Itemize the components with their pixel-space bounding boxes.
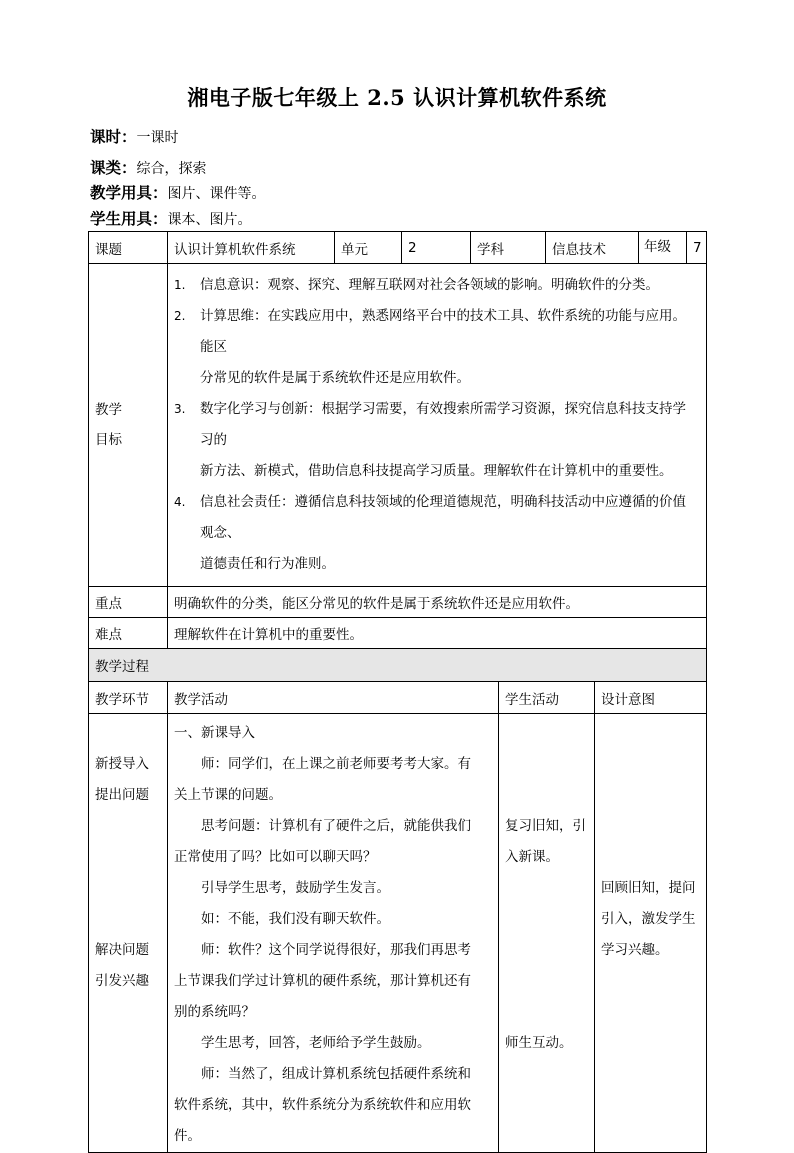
activity-line: 关上节课的问题。 [174, 787, 282, 803]
activity-line: 正常使用了吗？比如可以聊天吗？ [174, 849, 377, 865]
header-intent: 设计意图 [595, 682, 707, 714]
goal-text: 数字化学习与创新：根据学习需要，有效搜索所需学习资源，探究信息科技支持学习的 [200, 401, 686, 448]
header-activity: 教学活动 [168, 682, 499, 714]
difficulty-row [89, 618, 707, 649]
difficulty-value: 理解软件在计算机中的重要性。 [168, 618, 707, 649]
intent-line [601, 780, 706, 811]
activity-line: 师：软件？这个同学说得很好，那我们再思考 [201, 942, 471, 958]
activity-line: 如：不能，我们没有聊天软件。 [201, 911, 390, 927]
activity-line: 学生思考，回答，老师给予学生鼓励。 [201, 1035, 431, 1051]
topic-label: 课题 [89, 232, 168, 264]
meta-teacher-tools-value: 图片、课件等。 [167, 186, 266, 202]
stage-line [95, 718, 167, 749]
stage-line: 引发兴趣 [95, 973, 149, 989]
goal-text-continued: 新方法、新模式，借助信息科技提高学习质量。理解软件在计算机中的重要性。 [200, 463, 673, 479]
activity-line: 引导学生思考，鼓励学生发言。 [201, 880, 390, 896]
student-line [505, 966, 594, 997]
meta-student-tools [90, 207, 252, 229]
goal-number: 3. [174, 402, 186, 416]
activity-line: 一、新课导入 [174, 725, 255, 741]
meta-hours [90, 125, 179, 147]
goals-label [89, 264, 168, 587]
key-point-row [89, 587, 707, 618]
process-section-row [89, 649, 707, 682]
meta-type [90, 156, 207, 178]
meta-teacher-tools-label: 教学用具： [90, 184, 168, 202]
goal-item [174, 394, 698, 487]
stage-line: 解决问题 [95, 942, 149, 958]
intent-line: 引入，激发学生 [601, 911, 696, 927]
meta-student-tools-value: 课本、图片。 [167, 212, 252, 228]
meta-hours-label: 课时： [90, 128, 137, 146]
page-title: 湘电子版七年级上 2.5 认识计算机软件系统 [187, 85, 607, 110]
intent-line: 回顾旧知，提问 [601, 880, 696, 896]
student-line [505, 873, 594, 904]
process-header-row [89, 682, 707, 714]
info-row [89, 232, 707, 264]
grade-value: 7 [693, 239, 702, 256]
subject-label: 学科 [471, 232, 546, 264]
grade-label: 年级 [639, 232, 687, 263]
intent-column [595, 714, 707, 1153]
unit-value: 2 [402, 232, 471, 264]
student-line [505, 718, 594, 749]
activity-line: 师：同学们，在上课之前老师要考考大家。有 [201, 756, 471, 772]
goals-label-line1: 教学 [95, 402, 122, 418]
student-line [505, 935, 594, 966]
goal-item [174, 487, 698, 580]
student-line: 复习旧知，引 [505, 818, 586, 834]
activity-line: 师：当然了，组成计算机系统包括硬件系统和 [201, 1066, 471, 1082]
intent-line: 学习兴趣。 [601, 942, 669, 958]
activity-line: 别的系统吗？ [174, 1004, 255, 1020]
stage-column [89, 714, 168, 1153]
goal-text-continued: 分常见的软件是属于系统软件还是应用软件。 [200, 370, 470, 386]
stage-line: 提出问题 [95, 787, 149, 803]
activity-column [168, 714, 499, 1153]
activity-line: 思考问题：计算机有了硬件之后，就能供我们 [201, 818, 471, 834]
goal-text: 计算思维：在实践应用中，熟悉网络平台中的技术工具、软件系统的功能与应用。能区 [200, 308, 686, 355]
goal-number: 1. [174, 278, 186, 292]
key-point-value: 明确软件的分类，能区分常见的软件是属于系统软件还是应用软件。 [168, 587, 707, 618]
student-line [505, 780, 594, 811]
stage-line [95, 873, 167, 904]
goals-row [89, 264, 707, 587]
activity-line: 软件系统，其中，软件系统分为系统软件和应用软 [174, 1097, 471, 1113]
goal-text-continued: 道德责任和行为准则。 [200, 556, 335, 572]
intent-line [601, 749, 706, 780]
student-line [505, 749, 594, 780]
meta-teacher-tools [90, 181, 266, 203]
meta-type-value: 综合，探索 [136, 161, 207, 177]
header-stage: 教学环节 [89, 682, 168, 714]
activity-line: 上节课我们学过计算机的硬件系统，那计算机还有 [174, 973, 471, 989]
process-row [89, 714, 707, 1153]
intent-line [601, 842, 706, 873]
intent-line [601, 718, 706, 749]
topic-value: 认识计算机软件系统 [168, 232, 335, 264]
goal-text: 信息社会责任：遵循信息科技领域的伦理道德规范，明确科技活动中应遵循的价值观念、 [200, 494, 686, 541]
student-line: 入新课。 [505, 849, 559, 865]
goal-number: 4. [174, 495, 186, 509]
goal-item [174, 270, 698, 301]
subject-value: 信息技术 [546, 232, 639, 264]
student-line [505, 904, 594, 935]
meta-type-label: 课类： [90, 159, 137, 177]
key-point-label: 重点 [89, 587, 168, 618]
student-line: 师生互动。 [505, 1035, 573, 1051]
meta-hours-value: 一课时 [136, 130, 179, 146]
difficulty-label: 难点 [89, 618, 168, 649]
goal-item [174, 301, 698, 394]
stage-line [95, 811, 167, 842]
meta-student-tools-label: 学生用具： [90, 210, 168, 228]
stage-line [95, 842, 167, 873]
stage-line [95, 904, 167, 935]
grade-cell [639, 232, 707, 264]
goals-label-line2: 目标 [95, 432, 122, 448]
goal-text: 信息意识：观察、探究、理解互联网对社会各领域的影响。明确软件的分类。 [200, 277, 659, 293]
header-student: 学生活动 [499, 682, 595, 714]
unit-label: 单元 [335, 232, 402, 264]
stage-line: 新授导入 [95, 756, 149, 772]
activity-line: 件。 [174, 1128, 201, 1144]
student-column [499, 714, 595, 1153]
process-section-label: 教学过程 [89, 649, 707, 682]
goals-content [168, 264, 707, 587]
goal-number: 2. [174, 309, 186, 323]
lesson-plan-table [88, 231, 707, 1153]
goals-list [174, 270, 706, 580]
intent-line [601, 811, 706, 842]
student-line [505, 997, 594, 1028]
